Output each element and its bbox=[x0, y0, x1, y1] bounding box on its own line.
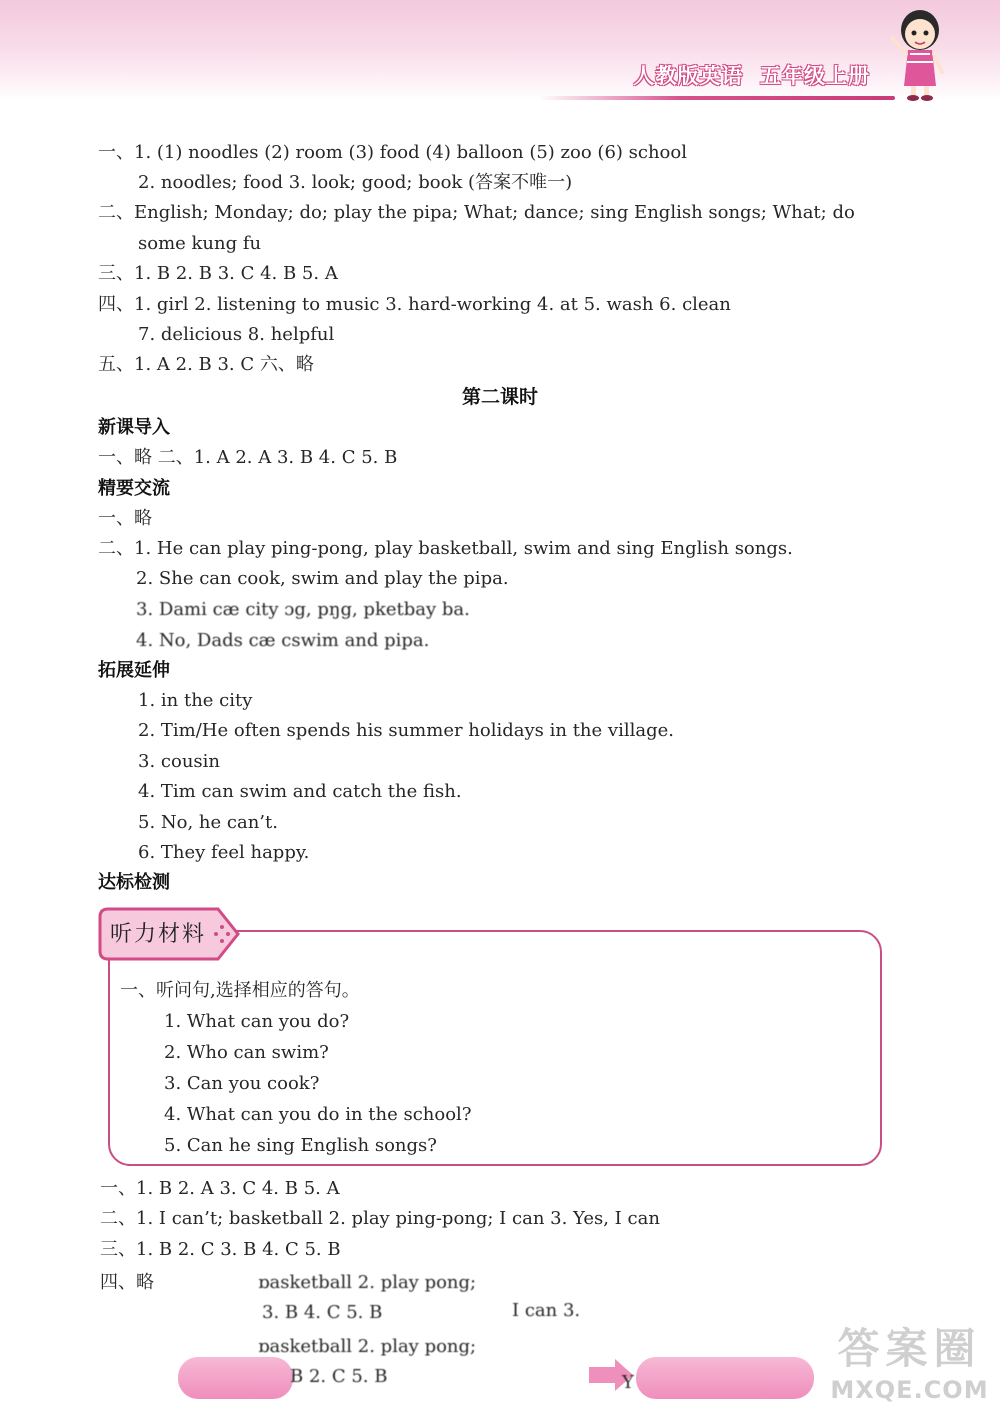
section-heading: 达标检测 bbox=[98, 872, 170, 893]
lesson-title: 第二课时 bbox=[461, 386, 538, 408]
answer-line: ɒasketball 2. play pong; bbox=[258, 1336, 477, 1357]
answer-line: 2. noodles; food 3. look; good; book (答案不唯一) bbox=[138, 172, 573, 193]
footer-ribbon-left bbox=[178, 1357, 293, 1399]
listening-instruction: 一、听问句,选择相应的答句。 bbox=[120, 980, 360, 1001]
answer-line: 五、1. A 2. B 3. C 六、略 bbox=[98, 354, 314, 375]
answer-line: 三、1. B 2. C 3. B 4. C 5. B bbox=[100, 1239, 341, 1260]
answer-line: 3. B 4. C 5. B bbox=[262, 1302, 383, 1323]
watermark-url: MXQE.COM bbox=[830, 1376, 989, 1404]
answer-line: 二、English; Monday; do; play the pipa; What; dance; sing English songs; What; do bbox=[98, 202, 855, 223]
grade-label: 五年级上册 bbox=[760, 64, 870, 88]
answer-line: 一、1. (1) noodles (2) room (3) food (4) balloon (5) zoo (6) school bbox=[98, 142, 687, 163]
section-heading: 拓展延伸 bbox=[98, 660, 170, 681]
answer-line: 4. No, Dads cæ cswim and pipa. bbox=[136, 630, 430, 651]
listening-question: 3. Can you cook? bbox=[164, 1073, 320, 1094]
answer-line: 一、1. B 2. A 3. C 4. B 5. A bbox=[100, 1178, 340, 1199]
list-item: 1. in the city bbox=[138, 690, 253, 711]
section-heading: 新课导入 bbox=[98, 417, 170, 438]
list-item: 3. cousin bbox=[138, 751, 220, 772]
answer-line: 2. She can cook, swim and play the pipa. bbox=[136, 568, 509, 589]
watermark-logo-text: 答案圈 bbox=[837, 1324, 982, 1373]
listening-question: 1. What can you do? bbox=[164, 1011, 350, 1032]
answer-line: 三、1. B 2. B 3. C 4. B 5. A bbox=[98, 263, 338, 284]
footer-ribbon-right bbox=[636, 1357, 814, 1399]
section-heading: 精要交流 bbox=[98, 478, 170, 499]
book-title: 人教版英语 bbox=[633, 64, 744, 88]
answer-line: 二、1. I can’t; basketball 2. play ping-pong; I can 3. Yes, I can bbox=[100, 1208, 660, 1229]
listening-question: 4. What can you do in the school? bbox=[164, 1104, 472, 1125]
answer-line: 7. delicious 8. helpful bbox=[138, 324, 335, 345]
listening-question: 2. Who can swim? bbox=[164, 1042, 329, 1063]
listening-tab-label: 听力材料 bbox=[110, 922, 207, 947]
list-item: 6. They feel happy. bbox=[138, 842, 310, 863]
answer-line: 一、略 bbox=[98, 508, 152, 529]
list-item: 2. Tim/He often spends his summer holidays in the village. bbox=[138, 720, 674, 741]
answer-line: I can 3. bbox=[512, 1300, 581, 1321]
list-item: 4. Tim can swim and catch the fish. bbox=[138, 781, 462, 802]
answer-line: some kung fu bbox=[138, 233, 262, 254]
header-rule bbox=[540, 96, 895, 100]
listening-question: 5. Can he sing English songs? bbox=[164, 1135, 437, 1156]
answer-line: 二、1. He can play ping-pong, play basketball, swim and sing English songs. bbox=[98, 538, 793, 559]
answer-line: 四、1. girl 2. listening to music 3. hard-working 4. at 5. wash 6. clean bbox=[98, 294, 731, 315]
answer-line: 3. Dami cæ city ɔg, pŋg, pketbay ba. bbox=[136, 599, 470, 620]
answer-line: 四、略 bbox=[100, 1272, 154, 1293]
answer-line: B 2. C 5. B bbox=[290, 1366, 388, 1387]
watermark bbox=[822, 1322, 997, 1416]
girl-mascot-icon bbox=[880, 2, 960, 102]
answer-line: ɒasketball 2. play pong; bbox=[258, 1272, 477, 1293]
answer-line: Y bbox=[622, 1372, 634, 1393]
answer-line: 一、略 二、1. A 2. A 3. B 4. C 5. B bbox=[98, 447, 398, 468]
list-item: 5. No, he can’t. bbox=[138, 812, 278, 833]
header-title bbox=[633, 60, 870, 90]
